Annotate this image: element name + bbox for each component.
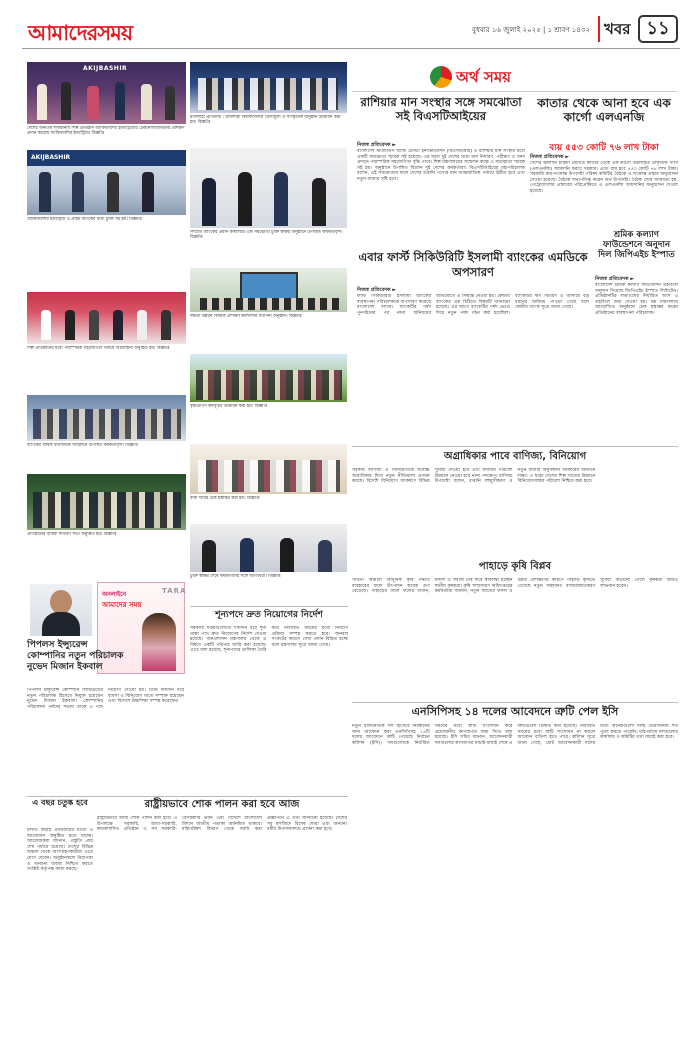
section-title: খবর xyxy=(604,20,631,38)
article-body: চলতি বছরই প্রথমবারের মতো এ আয়োজন অনুষ্ঠিত হতে যাচ্ছে। আয়োজকরা জানান, প্রস্তুতি প্রায় শেষ পর্যায়ে রয়েছে। দেশের বিভিন্ন অঞ্চল থেকে অংশগ্রহণকারীরা এতে যোগ দেবেন। অনুষ্ঠানস্থলে নিরাপত্তা ও অন্যান্য ব্যবস্থা নিশ্চিত করতে সংশ্লিষ্ট কর্তৃপক্ষ কাজ করছে। xyxy=(27,828,93,873)
arthosomoy-icon xyxy=(430,66,452,88)
photo-signing-ceremony xyxy=(190,524,347,572)
divider xyxy=(352,446,678,447)
photo-award-ceremony xyxy=(27,62,186,124)
article-headline: শ্রমিক কল্যাণ ফাউন্ডেশনে অনুদান দিল জিপিএইচ ইস্পাত xyxy=(598,230,675,260)
photo-caption: সম্প্রতি ব্যাংকের প্রধান কার্যালয়ে এক সমঝোতা চুক্তি স্বাক্ষর অনুষ্ঠানে উপস্থিত কর্মকর্তাবৃন্দ। বিজ্ঞপ্তি xyxy=(190,230,343,241)
article-headline: পিপলস ইন্স্যুরেন্স কোম্পানির নতুন পরিচালক নুভেদ মিজান ইকবাল xyxy=(27,640,124,672)
article-byline: নিজস্ব প্রতিবেদক ► xyxy=(595,276,635,282)
photo-bank-mou xyxy=(190,148,347,228)
photo-university-event xyxy=(190,62,347,113)
page-number-box xyxy=(638,15,678,43)
masthead-date: বুধবার ১৬ জুলাই ২০২৫ | ১ শ্রাবণ ১৪৩২ xyxy=(472,26,590,34)
photo-caption: শিল্প প্রতিষ্ঠানের মধ্যে পারস্পরিক সহযোগিতা বিষয়ে আলোচনা অনুষ্ঠিত হয়। বিজ্ঞপ্তি xyxy=(27,346,170,351)
article-headline: রাশিয়ার মান সংস্থার সঙ্গে সমঝোতা সই বিএসটিআইয়ের xyxy=(360,95,522,123)
article-headline: কাতার থেকে আনা হবে এক কার্গো এলএনজি xyxy=(537,96,671,124)
masthead-divider xyxy=(598,16,600,42)
article-body: পিপলস ইন্স্যুরেন্স কোম্পানি লিমিটেডের নতুন পরিচালক হিসেবে নিযুক্ত হয়েছেন নুভেদ মিজান ইকবাল। কোম্পানির পরিচালনা পর্ষদের সভায় তাকে এ পদে নিয়োগ দেওয়া হয়। তিনি দীর্ঘদিন ধরে ব্যবসা ও বিনিয়োগ খাতে সম্পৃক্ত রয়েছেন এবং বিদেশে উচ্চশিক্ষা সম্পন্ন করেছেন। xyxy=(27,688,184,710)
article-byline: নিজস্ব প্রতিবেদক ► xyxy=(357,287,397,293)
article-body: সরকার বাণিজ্য ও বিনিয়োগকে সর্বোচ্চ অগ্রাধিকার দিয়ে নতুন নীতিমালা প্রণয়ন করছে। বিদেশি বিনিয়োগ আকর্ষণে বিভিন্ন সুবিধা দেওয়া হবে এবং ব্যবসার পরিবেশ উন্নয়নে নেওয়া হবে নানা পদক্ষেপ। বাণিজ্য উপদেষ্টা বলেন, রপ্তানি বহুমুখীকরণ ও নতুন বাজার অনুসন্ধান সরকারের অন্যতম লক্ষ্য। এ ছাড়া দেশের শিল্প খাতের উন্নয়নে বিনিয়োগবান্ধব পরিবেশ নিশ্চিত করা হবে। xyxy=(352,468,596,485)
photo-caption: আকিজবশির ইন্ডাস্ট্রিজ ও প্রাইম ব্যাংকের মধ্যে চুক্তি সই হয়। বিজ্ঞপ্তি xyxy=(27,217,142,222)
photo-caption: দেশের অন্যতম শীর্ষস্থানীয় শিল্প প্রতিষ্ঠান আকিজবশির ইন্ডাস্ট্রিজের টেকনোলজিস্টদের প্রশিক্ষণ প্রদান করেছে আকিজবশির ইন্ডাস্ট্রিজ। বিজ্ঞপ্তি xyxy=(27,126,185,137)
article-body: দেশের জ্বালানি চাহিদা মেটাতে কাতার থেকে এক কার্গো তরলীকৃত প্রাকৃতিক গ্যাস (এলএনজি) আমদানি করবে সরকার। এতে ব্যয় হবে ৫৫৩ কোটি ৭৬ লাখ টাকা। সরকারি ক্রয়-সংক্রান্ত উপদেষ্টা পরিষদ কমিটির বৈঠকে এ সংক্রান্ত প্রস্তাব অনুমোদন দেওয়া হয়েছে। বৈঠকে সভাপতিত্ব করেন অর্থ উপদেষ্টা। বৈঠক শেষে জানানো হয়, পেট্রোবাংলার প্রস্তাবের পরিপ্রেক্ষিতে এ এলএনজি আমদানির অনুমোদন দেওয়া হয়েছে। xyxy=(530,161,678,194)
banner-logo: AKIJBASHIR xyxy=(83,65,128,72)
divider xyxy=(27,796,348,797)
article-headline: এবার ফার্স্ট সিকিউরিটি ইসলামী ব্যাংকের এমডিকে অপসারণ xyxy=(358,250,588,279)
article-body: পার্বত্য অঞ্চলে আধুনিক কৃষি পদ্ধতি ব্যবহারের ফলে উৎপাদন কয়েক গুণ বেড়েছে। পাহাড়ের ঢালে ফলের বাগান, মসলা ও সবজি চাষ করে স্বাবলম্বী হচ্ছেন স্থানীয় কৃষকরা। কৃষি সম্প্রসারণ অধিদপ্তরের কর্মকর্তারা জানান, নতুন জাতের ফসল ও উন্নত প্রশিক্ষণের কারণে পাহাড়ি কৃষিতে এসেছে নতুন সম্ভাবনা। বাজারজাতকরণ সুবিধা বাড়ানো গেলে কৃষকরা আরও লাভবান হবেন। xyxy=(352,578,678,595)
ad-text: আমাদের সময় xyxy=(102,601,142,609)
ad-text: অনলাইনে xyxy=(102,591,127,598)
article-headline: অগ্রাধিকার পাবে বাণিজ্য, বিনিয়োগ xyxy=(443,451,587,462)
article-body: রাষ্ট্রীয়ভাবে আজ শোক পালন করা হবে। এ উপলক্ষে সরকারি, আধা-সরকারি, স্বায়ত্তশাসিত প্রতিষ্ঠান ও সব সরকারি-বেসরকারি ভবন এবং বিদেশে বাংলাদেশ মিশনে জাতীয় পতাকা অর্ধনমিত থাকবে। মন্ত্রিপরিষদ বিভাগ থেকে জারি করা প্রজ্ঞাপনে এ তথ্য জানানো হয়েছে। দেশের সব মসজিদে বিশেষ দোয়া এবং অন্যান্য ধর্মীয় উপাসনালয়ে প্রার্থনা করা হবে। xyxy=(97,816,347,833)
divider xyxy=(352,702,678,703)
photo-meeting xyxy=(27,292,186,344)
divider xyxy=(190,606,348,607)
photo-tree-plantation xyxy=(190,354,347,402)
article-headline: এ বছর চতুষ্ক হবে xyxy=(32,798,88,807)
masthead xyxy=(0,0,700,52)
article-body: নতুন রাজনৈতিক দল হিসেবে নিবন্ধনের জন্য আবেদন করা এনসিপিসহ ১৪টি দলের আবেদনে ত্রুটি পেয়েছে নির্বাচন কমিশন (ইসি)। দলগুলোকে নির্ধারিত সময়ের মধ্যে ত্রুটি সংশোধন করে প্রয়োজনীয় কাগজপত্র জমা দিতে বলা হয়েছে। ইসি সচিব জানান, আবেদনকারী দলগুলোর কাগজপত্র যাচাই-বাছাই শেষে এ ত্রুটিগুলো চিহ্নিত করা হয়েছে। নির্ধারিত সময়ের মধ্যে ত্রুটি সংশোধন না করলে আবেদন বাতিল হতে পারে। কমিশন সূত্রে জানা গেছে, মোট আবেদনকারী দলের মধ্যে অনেকগুলো দলই প্রয়োজনীয় শর্ত পূরণ করতে পারেনি। মাঠপর্যায়ে দলগুলোর কার্যালয় ও কমিটির তথ্য যাচাই করা হবে। xyxy=(352,724,678,746)
photo-group-annual-meeting xyxy=(27,474,186,530)
article-headline: শূন্যপদে দ্রুত নিয়োগের নির্দেশ xyxy=(215,610,323,620)
article-body: বাংলাদেশ শ্রমিক কল্যাণ ফাউন্ডেশন তহবিলে অনুদান দিয়েছে জিপিএইচ ইস্পাত লিমিটেড। প্রতিষ্ঠানটির লভ্যাংশের নির্ধারিত অংশ এ তহবিলে জমা দেওয়া হয়। শ্রম মন্ত্রণালয়ে আয়োজিত অনুষ্ঠানে চেক হস্তান্তর করেন প্রতিষ্ঠানের ব্যবস্থাপনা পরিচালক। xyxy=(595,283,678,316)
photo-caption: বৃক্ষরোপণ কর্মসূচির উদ্বোধন করা হয়। বিজ্ঞপ্তি xyxy=(190,404,267,409)
portrait-photo xyxy=(30,584,92,636)
masthead-rule xyxy=(22,48,680,49)
article-subheadline: ব্যয় ৫৫৩ কোটি ৭৬ লাখ টাকা xyxy=(549,143,659,153)
photo-caption: দক্ষতা উন্নয়ন বিষয়ক প্রশিক্ষণ কর্মশালার সমাপনী অনুষ্ঠান। বিজ্ঞপ্তি xyxy=(190,314,302,319)
article-headline: পাহাড়ে কৃষি বিপ্লব xyxy=(478,561,552,572)
photo-caption: চুক্তি স্বাক্ষর শেষে কর্মকর্তাদের সঙ্গে অতিথিরা। বিজ্ঞপ্তি xyxy=(190,574,281,579)
article-body: ফার্স্ট সিকিউরিটি ইসলামী ব্যাংকের ব্যবস্থাপনা পরিচালককে অপসারণ করেছে বাংলাদেশ ব্যাংক। ব্যাংকটির পর্ষদ পুনর্গঠনের পর নানা অনিয়মের অভিযোগে এ সিদ্ধান্ত নেওয়া হয়। কেন্দ্রীয় ব্যাংকের এক চিঠিতে বিষয়টি জানানো হয়েছে। এর আগে ব্যাংকটির পর্ষদ ভেঙে দিয়ে নতুন পর্ষদ গঠন করা হয়েছিল। ব্যাংকটির ঋণ বিতরণ ও আদায়ে বড় ধরনের অনিয়ম পাওয়া গেছে বলে কেন্দ্রীয় ব্যাংক সূত্রে জানা গেছে। xyxy=(357,294,589,316)
photo-caption: বীমা দাবির চেক হস্তান্তর করা হয়। বিজ্ঞপ্তি xyxy=(190,496,260,501)
article-headline: রাষ্ট্রীয়ভাবে শোক পালন করা হবে আজ xyxy=(144,799,300,810)
photo-conference xyxy=(27,395,186,441)
photo-cheque-handover xyxy=(190,444,347,494)
article-headline: এনসিপিসহ ১৪ দলের আবেদনে ত্রুটি পেল ইসি xyxy=(411,705,619,718)
photo-caption: ব্যাংকের বার্ষিক ব্যবসায়িক সম্মেলনে উপস্থিত কর্মকর্তাবৃন্দ। বিজ্ঞপ্তি xyxy=(27,443,138,448)
arthosomoy-header xyxy=(352,60,677,92)
banner-logo: AKIJBASHIR xyxy=(31,154,71,161)
article-body: সরকারি দপ্তরগুলোতে দীর্ঘদিন ধরে শূন্য থাকা পদে দ্রুত নিয়োগের নির্দেশ দেওয়া হয়েছে। জনপ্রশাসন মন্ত্রণালয় থেকে এ বিষয়ে একটি পরিপত্র জারি করা হয়েছে। এতে বলা হয়েছে, শূন্যপদের তালিকা তৈরি করে নির্ধারিত সময়ের মধ্যে নিয়োগ প্রক্রিয়া সম্পন্ন করতে হবে। জনবল সংকটের কারণে সেবা প্রদান বিঘ্নিত হচ্ছে বলে মন্ত্রণালয় সূত্রে জানা গেছে। xyxy=(190,626,348,654)
article-body: বাংলাদেশ স্ট্যান্ডার্ডস অ্যান্ড টেস্টিং ইনস্টিটিউশন (বিএসটিআই) ও রাশিয়ার মান সংস্থার মধ্যে একটি সমঝোতা স্মারক সই হয়েছে। এর ফলে দুই দেশের মধ্যে মান নির্ধারণ, পরীক্ষণ ও সনদ প্রদানে পারস্পরিক সহযোগিতা বৃদ্ধি পাবে। শিল্প মন্ত্রণালয়ের সম্মেলন কক্ষে এ সমঝোতা স্মারক সই হয়। অনুষ্ঠানে উপস্থিত ছিলেন দুই দেশের কর্মকর্তারা। বিএসটিআইয়ের মহাপরিচালক বলেন, এই সমঝোতার ফলে দেশের রপ্তানি পণ্যের মান আন্তর্জাতিক পর্যায়ে উন্নীত হবে এবং নতুন বাজার সৃষ্টি হবে। xyxy=(357,149,525,182)
article-byline: নিজস্ব প্রতিবেদক ► xyxy=(357,142,397,148)
ad-brand: TARA xyxy=(162,587,187,595)
photo-agreement-signing xyxy=(27,150,186,215)
page-number: ১১ xyxy=(646,18,670,39)
photo-caption: প্রতিষ্ঠানের বার্ষিক সাধারণ সভা অনুষ্ঠিত হয়। বিজ্ঞপ্তি xyxy=(27,532,117,537)
article-byline: নিজস্ব প্রতিবেদক ► xyxy=(530,154,570,160)
ad-model-figure xyxy=(142,613,176,671)
photo-workshop xyxy=(190,268,347,312)
arthosomoy-logo: অর্থ সময় xyxy=(456,68,512,86)
photo-caption: রাজশাহী প্রতিনিধি : রাজশাহী বিশ্ববিদ্যালয়ে খেলাধুলা ও সাংস্কৃতিক অনুষ্ঠান উদ্বোধন করা হয়। বিজ্ঞপ্তি xyxy=(190,115,341,126)
masthead-logo: আমাদেরসময় xyxy=(28,21,133,45)
